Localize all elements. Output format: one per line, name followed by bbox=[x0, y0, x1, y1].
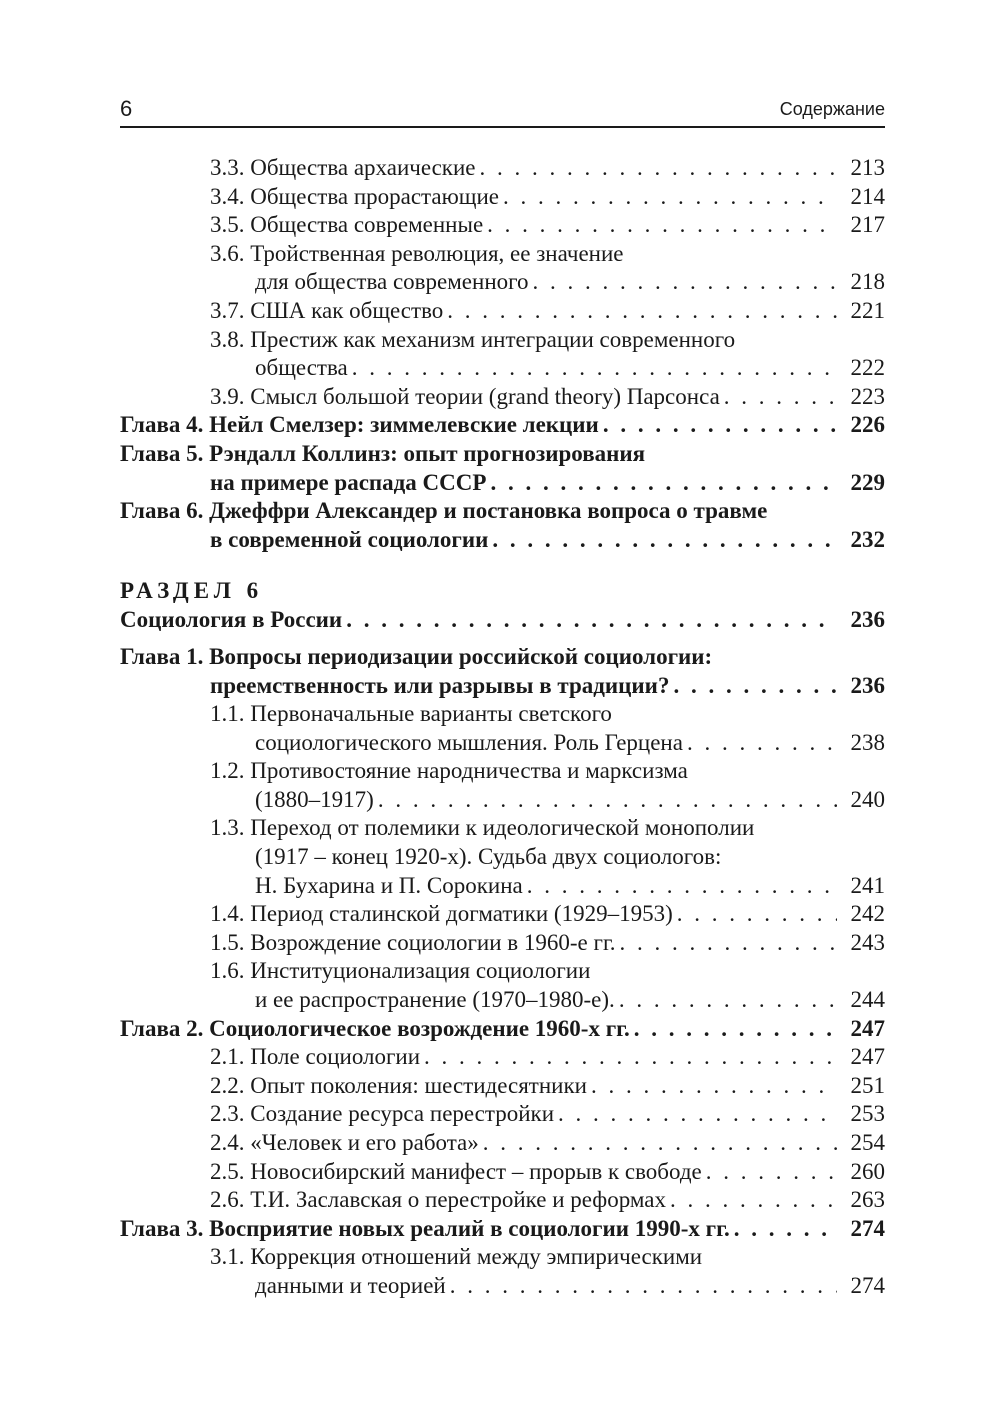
toc-entry[interactable] bbox=[120, 900, 885, 929]
toc-entry[interactable] bbox=[120, 211, 885, 240]
dot-leader bbox=[734, 1215, 837, 1244]
dot-leader bbox=[591, 1072, 837, 1101]
toc-chapter-title: Глава 4. Нейл Смелзер: зиммелевские лекции bbox=[120, 412, 599, 438]
toc-entry-title: 3.8. Престиж как механизм интеграции современного bbox=[210, 326, 736, 352]
toc-entry-line[interactable] bbox=[120, 757, 885, 786]
toc-page-number: 244 bbox=[850, 987, 885, 1013]
toc-entry-title: 1.4. Период сталинской догматики (1929–1953) bbox=[210, 901, 673, 927]
toc-chapter-title-cont: в современной социологии bbox=[210, 526, 489, 552]
dot-leader bbox=[447, 297, 837, 326]
toc-entry[interactable] bbox=[120, 986, 885, 1015]
toc-chapter-title: Глава 6. Джеффри Александер и постановка вопроса о травме bbox=[120, 498, 768, 524]
toc-chapter-title-cont: на примере распада СССР bbox=[210, 469, 487, 495]
toc-chapter[interactable] bbox=[120, 526, 885, 555]
toc-entry[interactable] bbox=[120, 929, 885, 958]
dot-leader bbox=[724, 383, 837, 412]
dot-leader bbox=[620, 929, 837, 958]
toc-page-number: 218 bbox=[850, 269, 885, 295]
toc-page-number: 236 bbox=[850, 672, 885, 698]
toc-page-number: 241 bbox=[850, 872, 885, 898]
toc-entry[interactable] bbox=[120, 1043, 885, 1072]
toc-chapter-line[interactable] bbox=[120, 643, 885, 672]
toc-page-number: 274 bbox=[850, 1272, 885, 1298]
toc-entry-title: 2.4. «Человек и его работа» bbox=[210, 1130, 479, 1155]
toc-entry-title: 2.1. Поле социологии bbox=[210, 1044, 421, 1070]
toc-chapter-title: Глава 5. Рэндалл Коллинз: опыт прогнозирования bbox=[120, 440, 646, 466]
toc-chapter[interactable] bbox=[120, 1215, 885, 1244]
dot-leader bbox=[450, 1272, 837, 1301]
toc-page-number: 260 bbox=[850, 1158, 885, 1184]
dot-leader bbox=[673, 672, 837, 701]
section-label: РАЗДЕЛ 6 bbox=[120, 578, 264, 604]
dot-leader bbox=[706, 1158, 837, 1187]
toc-entry-title: 2.3. Создание ресурса перестройки bbox=[210, 1101, 555, 1127]
dot-leader bbox=[352, 354, 837, 383]
toc-entry[interactable] bbox=[120, 354, 885, 383]
dot-leader bbox=[687, 729, 837, 758]
toc-entry[interactable] bbox=[120, 183, 885, 212]
toc-section-title: Социология в России bbox=[120, 607, 343, 633]
toc-entry-title: 3.9. Смысл большой теории (grand theory) Парсонса bbox=[210, 383, 720, 409]
toc-entry[interactable] bbox=[120, 1186, 885, 1215]
dot-leader bbox=[424, 1043, 837, 1072]
toc-entry-line[interactable] bbox=[120, 957, 885, 986]
toc-page-number: 238 bbox=[850, 729, 885, 755]
dot-leader bbox=[603, 411, 837, 440]
toc-page-number: 222 bbox=[850, 355, 885, 381]
toc-page-number: 263 bbox=[850, 1187, 885, 1213]
toc-chapter[interactable] bbox=[120, 469, 885, 498]
toc-entry-line[interactable] bbox=[120, 1243, 885, 1272]
dot-leader bbox=[487, 211, 837, 240]
page-number: 6 bbox=[120, 96, 133, 121]
dot-leader bbox=[558, 1100, 837, 1129]
toc-entry-title-cont: и ее распространение (1970–1980-е). bbox=[255, 987, 615, 1013]
toc-entry-line[interactable] bbox=[120, 843, 885, 872]
toc-chapter[interactable] bbox=[120, 411, 885, 440]
toc-entry-title-cont: данными и теорией bbox=[255, 1272, 446, 1298]
toc-entry-line[interactable] bbox=[120, 700, 885, 729]
toc-entry-title: 2.5. Новосибирский манифест – прорыв к свободе bbox=[210, 1158, 702, 1184]
toc-entry-title: 3.4. Общества прорастающие bbox=[210, 183, 500, 209]
toc-entry-title: 1.2. Противостояние народничества и марксизма bbox=[210, 758, 688, 784]
toc-entry[interactable] bbox=[120, 729, 885, 758]
toc-chapter[interactable] bbox=[120, 672, 885, 701]
toc-page-number: 221 bbox=[850, 297, 885, 323]
toc-entry-title: 3.7. США как общество bbox=[210, 297, 444, 323]
toc-entry-line[interactable] bbox=[120, 814, 885, 843]
toc-page-number: 236 bbox=[850, 607, 885, 633]
dot-leader bbox=[483, 1129, 837, 1158]
toc-page-number: 213 bbox=[850, 155, 885, 180]
toc-page-number: 214 bbox=[850, 183, 885, 209]
toc-entry-line[interactable] bbox=[120, 326, 885, 355]
spacer bbox=[120, 554, 885, 576]
dot-leader bbox=[490, 469, 837, 498]
toc-page-number: 274 bbox=[850, 1215, 885, 1241]
toc-chapter-title: Глава 2. Социологическое возрождение 1960-х гг. bbox=[120, 1015, 630, 1041]
toc-entry[interactable] bbox=[120, 1072, 885, 1101]
toc-entry-title: 3.5. Общества современные bbox=[210, 212, 484, 238]
toc-entry[interactable] bbox=[120, 1158, 885, 1187]
toc-entry[interactable] bbox=[120, 786, 885, 815]
toc-page-number: 240 bbox=[850, 786, 885, 812]
toc-page-number: 232 bbox=[850, 526, 885, 552]
running-title: Содержание bbox=[779, 99, 885, 119]
toc-entry-title: 3.3. Общества архаические bbox=[210, 155, 476, 180]
toc-page-number: 254 bbox=[850, 1130, 885, 1155]
toc-entry[interactable] bbox=[120, 1272, 885, 1301]
toc-entry-title: 1.3. Переход от полемики к идеологической монополии bbox=[210, 815, 755, 841]
toc-chapter-line[interactable] bbox=[120, 497, 885, 526]
toc-entry[interactable] bbox=[120, 154, 885, 183]
page-header bbox=[120, 96, 885, 128]
dot-leader bbox=[533, 268, 838, 297]
toc-entry[interactable] bbox=[120, 1100, 885, 1129]
toc-section[interactable] bbox=[120, 606, 885, 635]
toc-entry-title: 1.5. Возрождение социологии в 1960-е гг. bbox=[210, 929, 616, 955]
dot-leader bbox=[346, 606, 837, 635]
toc-entry-title-cont: (1917 – конец 1920-х). Судьба двух социологов: bbox=[255, 844, 722, 870]
toc-page-number: 243 bbox=[850, 929, 885, 955]
toc-entry-title-cont: для общества современного bbox=[255, 269, 529, 295]
toc-page-number: 226 bbox=[850, 412, 885, 438]
toc-page-number: 217 bbox=[850, 212, 885, 238]
toc-entry-line[interactable] bbox=[120, 240, 885, 269]
dot-leader bbox=[527, 872, 837, 901]
toc-entry-title-cont: социологического мышления. Роль Герцена bbox=[255, 729, 683, 755]
toc-page-number: 242 bbox=[850, 901, 885, 927]
toc-entry[interactable] bbox=[120, 1129, 885, 1158]
dot-leader bbox=[503, 183, 837, 212]
toc-entry-title-cont: общества bbox=[255, 355, 348, 381]
dot-leader bbox=[378, 786, 837, 815]
toc-page-number: 247 bbox=[850, 1044, 885, 1070]
toc-chapter-line[interactable] bbox=[120, 440, 885, 469]
toc-chapter-title: Глава 1. Вопросы периодизации российской социологии: bbox=[120, 643, 713, 669]
table-of-contents bbox=[120, 154, 885, 1301]
toc-entry[interactable] bbox=[120, 297, 885, 326]
dot-leader bbox=[670, 1186, 837, 1215]
toc-entry-title: 1.1. Первоначальные варианты светского bbox=[210, 701, 612, 727]
toc-entry-title: 3.1. Коррекция отношений между эмпирическими bbox=[210, 1244, 703, 1270]
toc-entry[interactable] bbox=[120, 383, 885, 412]
toc-page-number: 223 bbox=[850, 383, 885, 409]
toc-entry-title: 2.2. Опыт поколения: шестидесятники bbox=[210, 1072, 587, 1098]
toc-page-number: 253 bbox=[850, 1101, 885, 1127]
toc-entry-title-cont: (1880–1917) bbox=[255, 786, 374, 812]
toc-chapter-title: Глава 3. Восприятие новых реалий в социологии 1990-х гг. bbox=[120, 1215, 730, 1241]
toc-entry[interactable] bbox=[120, 872, 885, 901]
toc-page-number: 247 bbox=[850, 1015, 885, 1041]
dot-leader bbox=[480, 154, 838, 183]
toc-chapter[interactable] bbox=[120, 1015, 885, 1044]
dot-leader bbox=[634, 1015, 837, 1044]
dot-leader bbox=[677, 900, 837, 929]
toc-entry-title: 3.6. Тройственная революция, ее значение bbox=[210, 240, 624, 266]
toc-entry-title-cont: Н. Бухарина и П. Сорокина bbox=[255, 872, 523, 898]
dot-leader bbox=[619, 986, 837, 1015]
toc-chapter-title-cont: преемственность или разрывы в традиции? bbox=[210, 672, 670, 698]
toc-entry-title: 1.6. Институционализация социологии bbox=[210, 958, 591, 984]
toc-page-number: 251 bbox=[850, 1072, 885, 1098]
toc-entry-title: 2.6. Т.И. Заславская о перестройке и реформах bbox=[210, 1187, 666, 1213]
dot-leader bbox=[492, 526, 837, 555]
toc-entry[interactable] bbox=[120, 268, 885, 297]
toc-page-number: 229 bbox=[850, 469, 885, 495]
spacer bbox=[120, 635, 885, 643]
